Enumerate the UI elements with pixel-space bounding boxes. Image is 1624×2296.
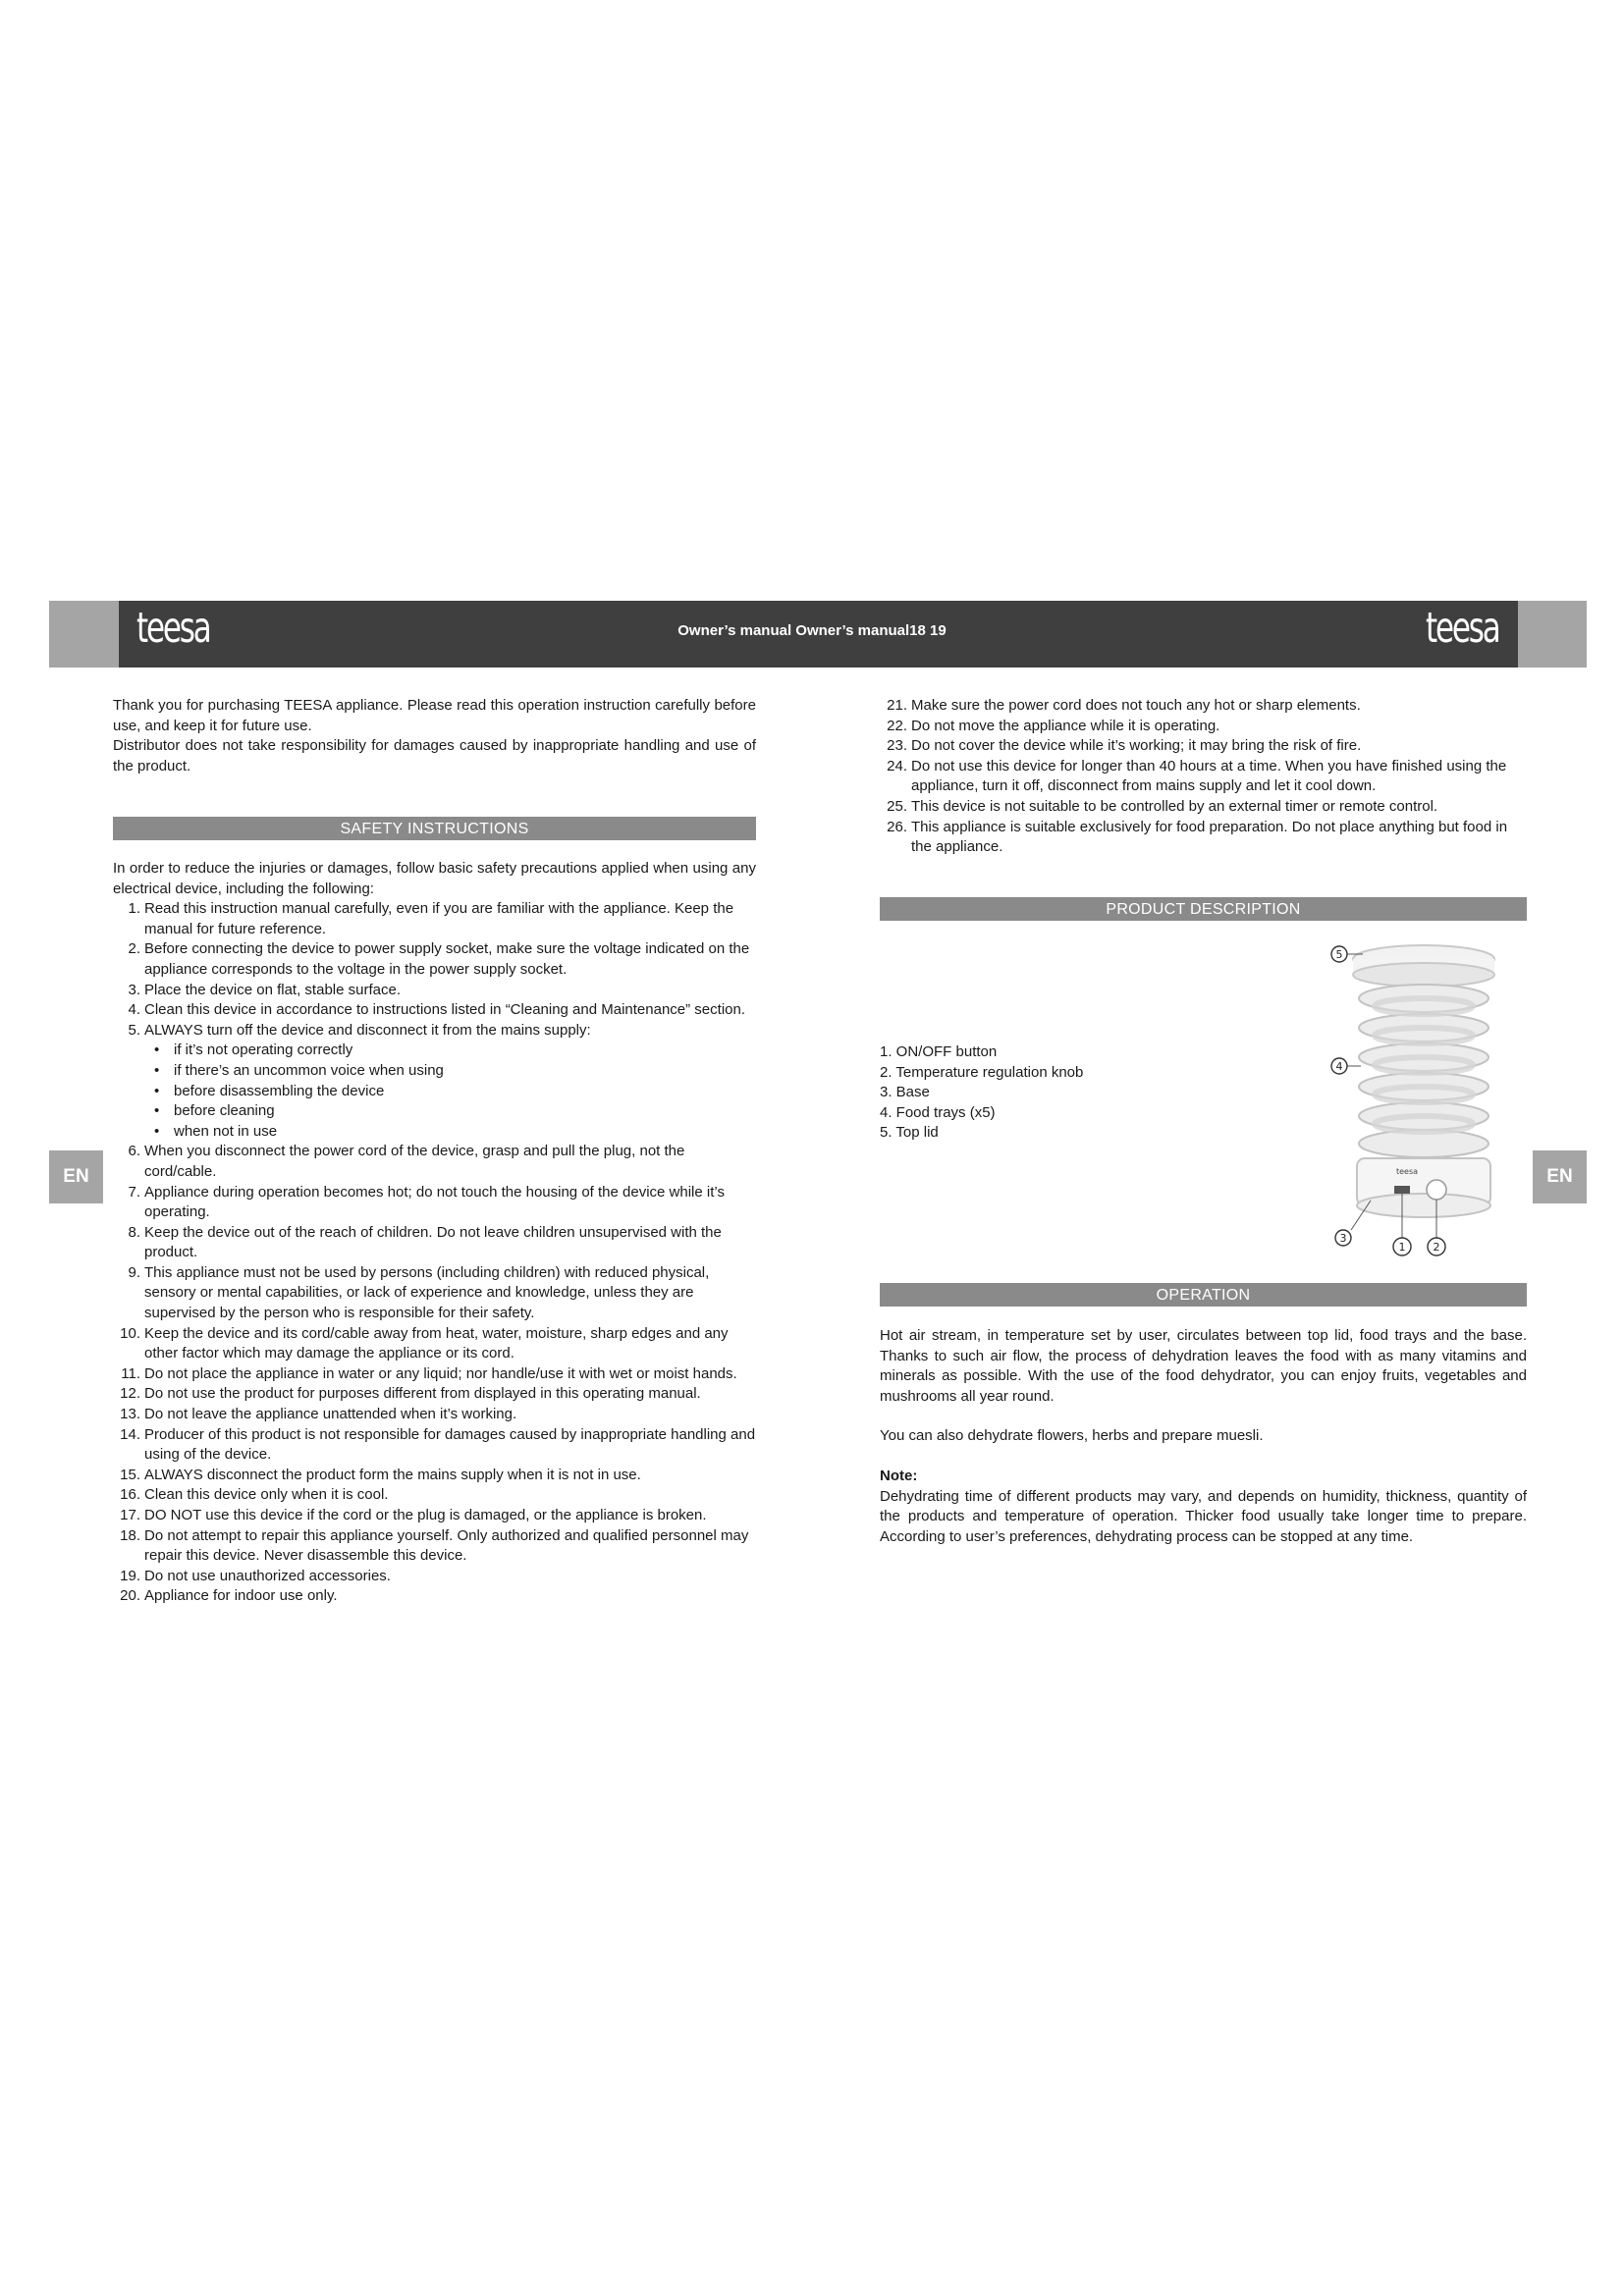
list-item: 26. This appliance is suitable exclusively for food preparation. Do not place anything but food in the appliance. — [887, 818, 1508, 856]
note-label: Note: — [880, 1467, 918, 1484]
callout-4: 4 — [1335, 1060, 1343, 1073]
language-tab-right: EN — [1533, 1150, 1587, 1203]
list-item: 18. Do not attempt to repair this appliance yourself. Only authorized and qualified personnel may repair this device. Never disassemble this device. — [120, 1526, 749, 1565]
product-description-section — [880, 897, 1527, 921]
list-item: 13. Do not leave the appliance unattended when it’s working. — [120, 1406, 517, 1423]
top-lid-rim — [1353, 963, 1494, 987]
list-item: • if there’s an uncommon voice when using — [113, 1061, 756, 1082]
brand-logo-left: teesa — [136, 604, 210, 653]
list-item: 1. ON/OFF button — [880, 1043, 998, 1060]
intro-paragraph-2: Distributor does not take responsibility for damages caused by inappropriate handling and use of the product. — [113, 737, 756, 774]
callout-2: 2 — [1433, 1241, 1440, 1254]
header-title: Owner’s manual Owner’s manual18 19 — [677, 622, 947, 639]
safety-list-continued-right — [880, 696, 1527, 858]
list-item: 22. Do not move the appliance while it is operating. — [887, 717, 1220, 734]
list-item: 21. Make sure the power cord does not touch any hot or sharp elements. — [887, 697, 1361, 714]
safety-instructions-heading: SAFETY INSTRUCTIONS — [113, 817, 756, 840]
list-item: 16. Clean this device only when it is cool. — [120, 1486, 389, 1504]
operation-heading: OPERATION — [880, 1283, 1527, 1307]
operation-paragraph-2: You can also dehydrate flowers, herbs and prepare muesli. — [880, 1427, 1264, 1445]
list-item: 2. Before connecting the device to power supply socket, make sure the voltage indicated on the appliance corresponds to the voltage in the power supply socket. — [128, 940, 750, 978]
callout-1: 1 — [1398, 1241, 1406, 1254]
list-item: 7. Appliance during operation becomes hot; do not touch the housing of the device while it’s operating. — [128, 1183, 725, 1221]
list-item: • if it’s not operating correctly — [113, 1041, 756, 1061]
parts-list — [880, 1042, 1194, 1144]
list-item: 3. Place the device on flat, stable surface. — [128, 981, 401, 998]
list-item: • before disassembling the device — [113, 1082, 756, 1102]
disconnect-conditions-list — [113, 1041, 756, 1142]
list-item: 10. Keep the device and its cord/cable away from heat, water, moisture, sharp edges and any other factor which may damage the appliance or its cord. — [120, 1324, 729, 1362]
base-bottom — [1357, 1194, 1490, 1217]
callout-3: 3 — [1339, 1232, 1347, 1245]
callout-5: 5 — [1335, 948, 1343, 961]
food-dehydrator-illustration — [1316, 937, 1502, 1266]
list-item: 9. This appliance must not be used by persons (including children) with reduced physical, sensory or mental capabilities, or lack of experience and knowledge, unless they are supervised by the person who is responsible for their safety. — [128, 1263, 710, 1322]
note-text: Dehydrating time of different products may vary, and depends on humidity, thickness, quantity of the products and temperature of operation. Thicker food usually take longer time to prepare. According to user’s preferences, dehydrating process can be stopped at any time. — [880, 1487, 1527, 1545]
base-brand-label: teesa — [1396, 1167, 1419, 1176]
list-item: 1. Read this instruction manual carefully, even if you are familiar with the appliance. Keep the manual for future reference. — [128, 900, 734, 937]
list-item: 3. Base — [880, 1084, 930, 1101]
safety-section-continued — [880, 696, 1527, 858]
safety-list — [113, 899, 756, 1041]
list-item: 6. When you disconnect the power cord of the device, grasp and pull the plug, not the cord/cable. — [128, 1143, 685, 1180]
list-item: 24. Do not use this device for longer than 40 hours at a time. When you have finished using the appliance, turn it off, disconnect from mains supply and let it cool down. — [887, 757, 1507, 795]
product-description-heading: PRODUCT DESCRIPTION — [880, 897, 1527, 921]
on-off-button-shape — [1394, 1186, 1410, 1194]
list-item: 5. ALWAYS turn off the device and disconnect it from the mains supply: — [128, 1021, 591, 1039]
list-item: 23. Do not cover the device while it’s working; it may bring the risk of fire. — [887, 737, 1362, 755]
list-item: 25. This device is not suitable to be controlled by an external timer or remote control. — [887, 797, 1438, 815]
left-column — [113, 696, 756, 776]
list-item: 12. Do not use the product for purposes different from displayed in this operating manual. — [120, 1385, 701, 1403]
list-item: 5. Top lid — [880, 1124, 939, 1142]
list-item: 2. Temperature regulation knob — [880, 1063, 1084, 1081]
list-item: 17. DO NOT use this device if the cord or the plug is damaged, or the appliance is broken. — [120, 1507, 707, 1523]
operation-paragraph-1: Hot air stream, in temperature set by user, circulates between top lid, food trays and the base. Thanks to such air flow, the process of dehydration leaves the food with as many vitamins and minerals as possible. With the use of the food dehydrator, you can enjoy fruits, vegetables and mushrooms all year round. — [880, 1327, 1527, 1405]
list-item: 4. Clean this device in accordance to instructions listed in “Cleaning and Maintenance” section. — [128, 1001, 746, 1019]
list-item: 4. Food trays (x5) — [880, 1103, 996, 1121]
list-item: • before cleaning — [113, 1101, 756, 1122]
list-item: 15. ALWAYS disconnect the product form the mains supply when it is not in use. — [120, 1466, 641, 1483]
operation-section — [880, 1283, 1527, 1547]
list-item: • when not in use — [113, 1122, 756, 1143]
intro-paragraph-1: Thank you for purchasing TEESA appliance. Please read this operation instruction carefully before use, and keep it for future use. — [113, 697, 756, 734]
list-item: 8. Keep the device out of the reach of children. Do not leave children unsupervised with the product. — [128, 1223, 722, 1261]
list-item: 19. Do not use unauthorized accessories. — [120, 1567, 391, 1584]
safety-lead: In order to reduce the injuries or damages, follow basic safety precautions applied when using any electrical device, including the following: — [113, 860, 756, 897]
list-item: 11. Do not place the appliance in water or any liquid; nor handle/use it with wet or moist hands. — [121, 1364, 737, 1382]
list-item: 20. Appliance for indoor use only. — [120, 1587, 338, 1605]
brand-logo-right: teesa — [1426, 604, 1499, 653]
list-item: 14. Producer of this product is not responsible for damages caused by inappropriate handling and using of the device. — [120, 1425, 756, 1464]
safety-list-continued — [113, 1142, 756, 1607]
language-tab-left: EN — [49, 1150, 103, 1203]
temperature-knob-shape — [1427, 1180, 1446, 1200]
safety-section — [113, 817, 756, 1607]
